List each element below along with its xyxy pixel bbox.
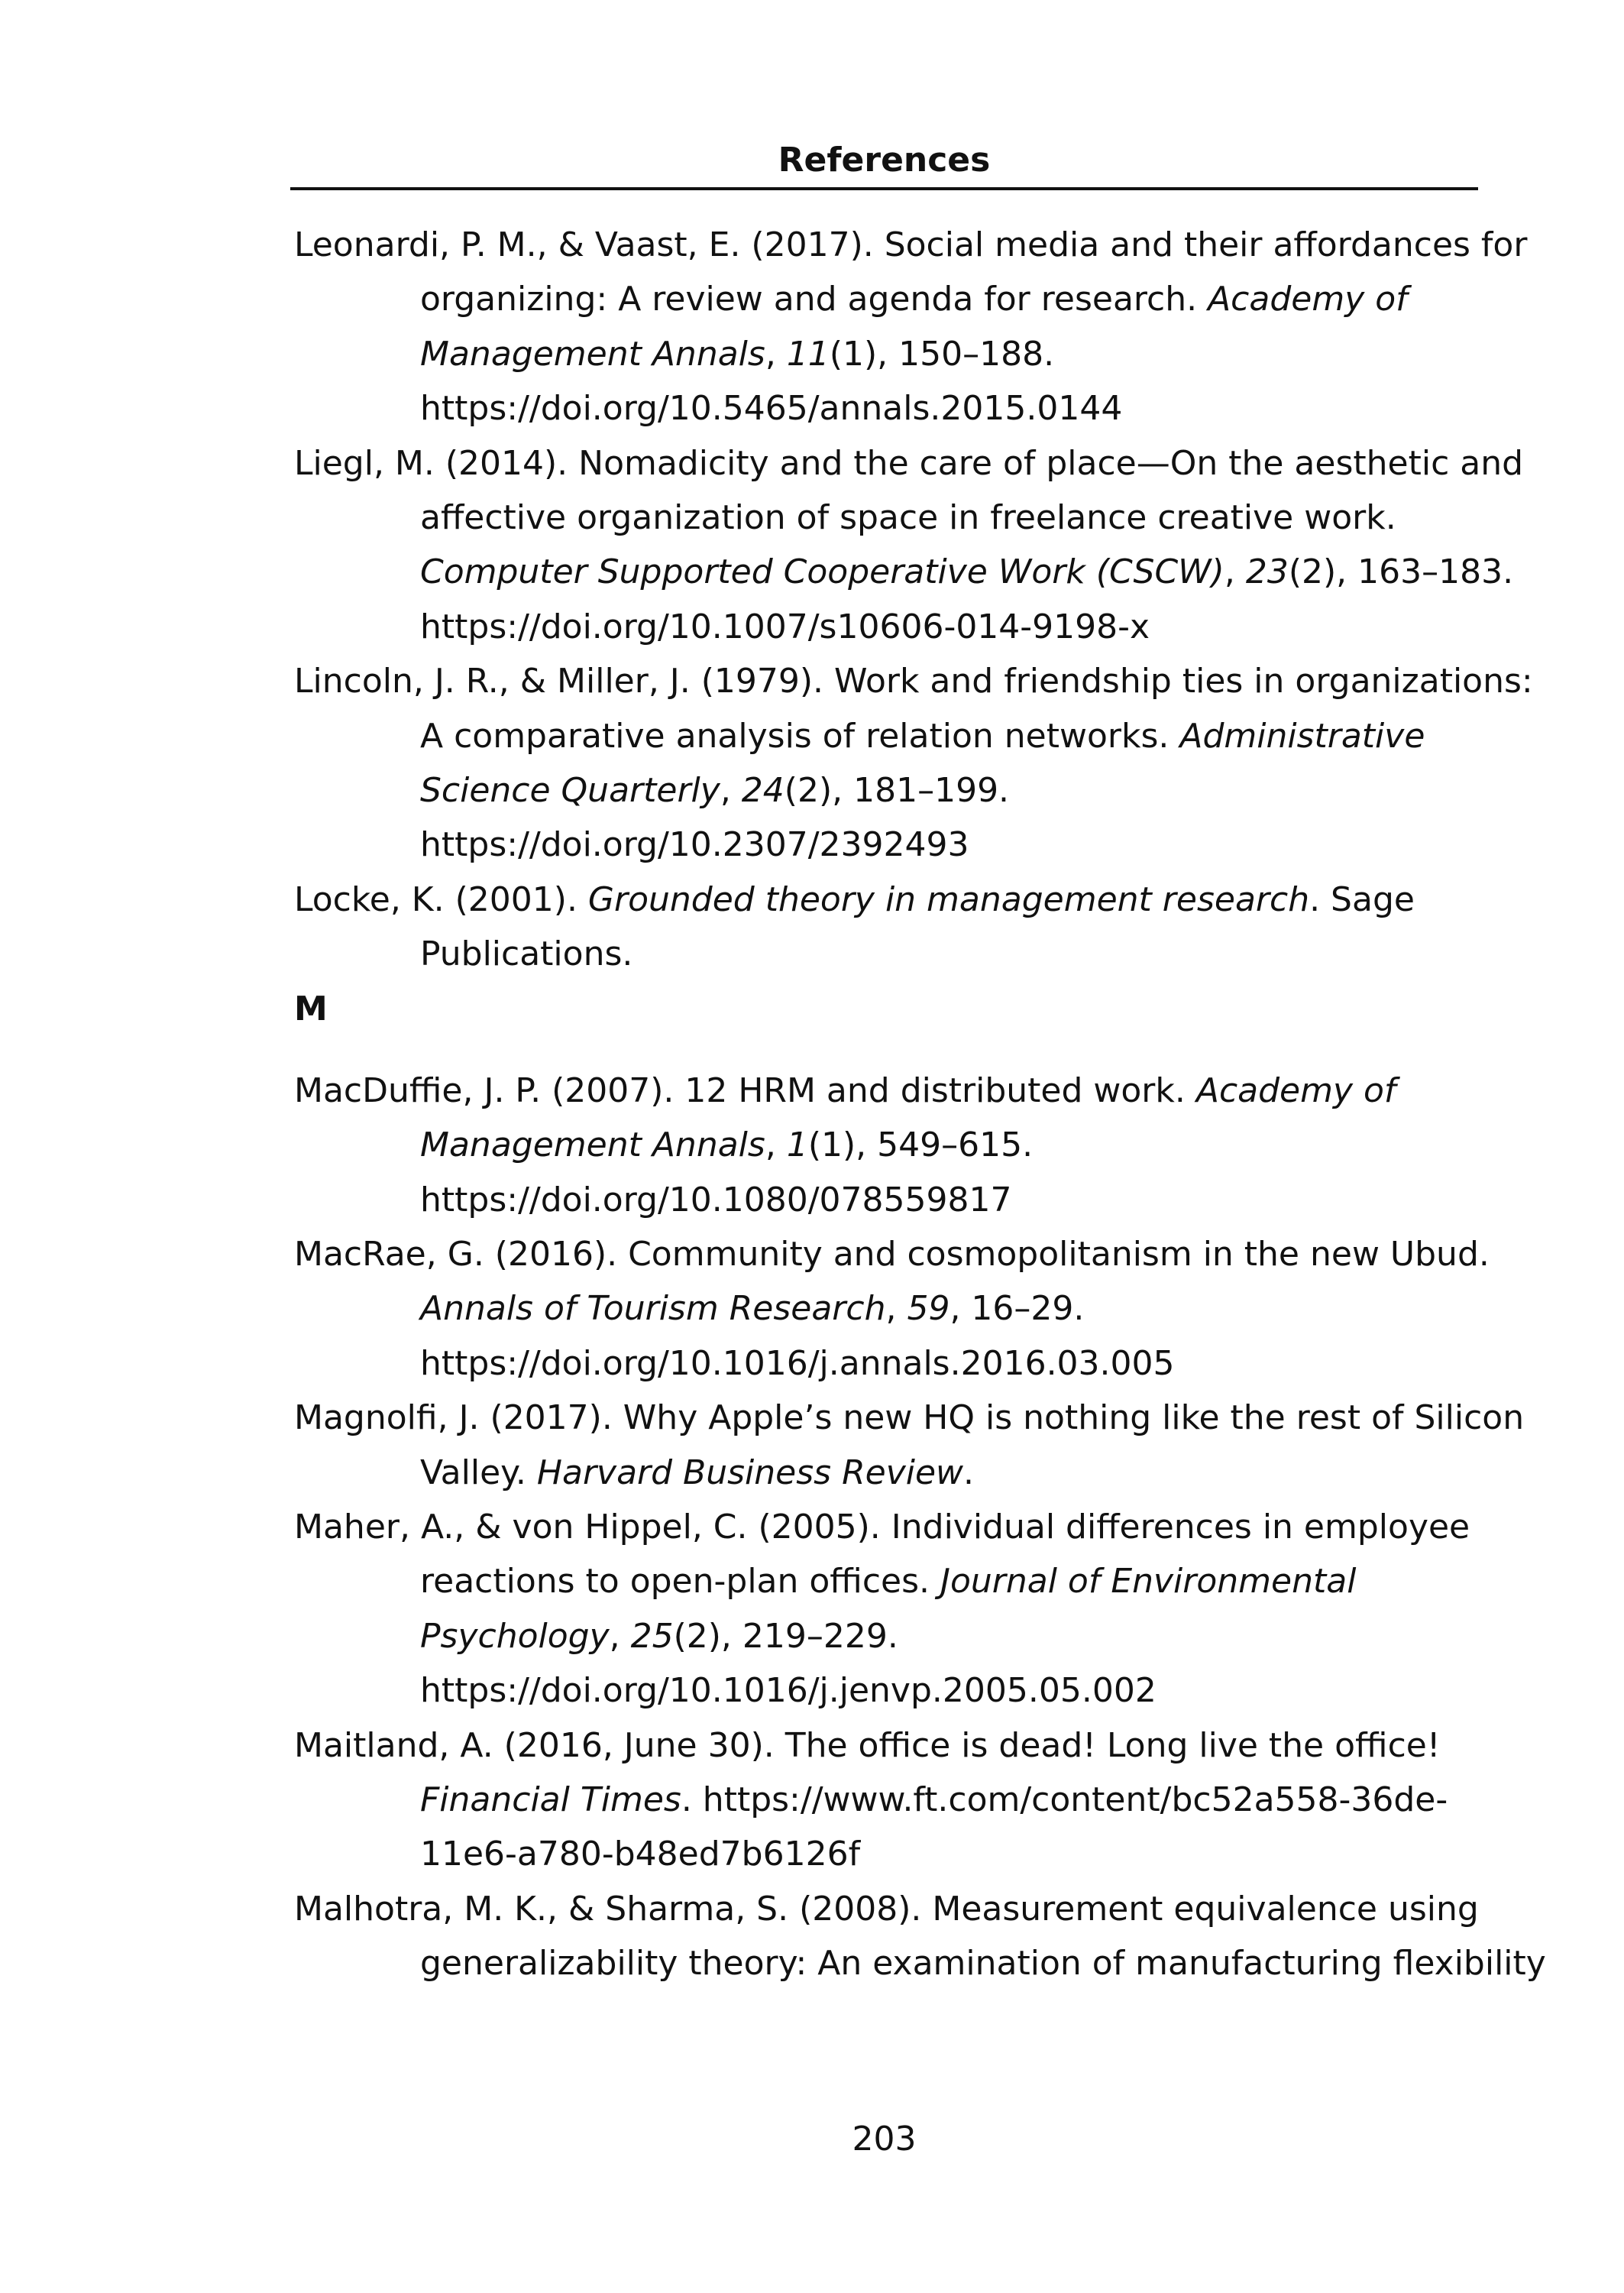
reference-line (294, 1391, 1525, 1445)
reference-entry (294, 1718, 1482, 1882)
reference-text: generalizability theory: An examination of manufacturing flexibility (420, 1944, 1546, 1984)
reference-line (420, 545, 1514, 599)
reference-text: (2), 181–199. (784, 771, 1010, 811)
reference-line (420, 709, 1482, 763)
reference-text: Publications. (420, 934, 633, 974)
reference-text: https://doi.org/10.2307/2392493 (420, 825, 969, 865)
reference-italic-text: 1 (786, 1125, 808, 1165)
reference-line (420, 1773, 1482, 1827)
reference-line (420, 1554, 1482, 1608)
reference-text: https://doi.org/10.1016/j.annals.2016.03.005 (420, 1343, 1175, 1383)
reference-list (294, 218, 1546, 1991)
references-m-group (294, 1064, 1546, 1991)
reference-entry (294, 1064, 1482, 1227)
reference-text: https://doi.org/10.1080/078559817 (420, 1180, 1012, 1219)
reference-text: , (720, 771, 742, 811)
reference-text: (1), 549–615. (807, 1125, 1034, 1165)
reference-italic-text: Annals of Tourism Research (420, 1289, 886, 1329)
reference-text: Maher, A., & von Hippel, C. (2005). Individual differences in employee (294, 1507, 1470, 1546)
reference-text: , (609, 1616, 631, 1656)
reference-line (294, 873, 1482, 927)
references-l-group (294, 218, 1533, 982)
reference-italic-text: Academy of (1195, 1070, 1396, 1110)
reference-line (420, 600, 1482, 654)
reference-italic-text: Financial Times (420, 1780, 681, 1819)
page-number: 203 (852, 2120, 917, 2159)
reference-entry (294, 436, 1524, 655)
reference-italic-text: Harvard Business Review (536, 1453, 964, 1492)
reference-line (420, 1281, 1482, 1336)
reference-line (294, 218, 1528, 272)
reference-text: . (963, 1453, 975, 1492)
reference-line (420, 1173, 1482, 1227)
header-rule (290, 187, 1478, 190)
reference-line (420, 1609, 1482, 1663)
reference-line (294, 1064, 1482, 1118)
reference-text: , (765, 1125, 787, 1165)
reference-text: https://doi.org/10.1016/j.jenvp.2005.05.002 (420, 1671, 1157, 1711)
reference-line (420, 1446, 1482, 1500)
reference-italic-text: 24 (741, 771, 785, 811)
reference-line (420, 1827, 1482, 1881)
reference-text: 11e6-a780-b48ed7b6126f (420, 1835, 861, 1874)
reference-text: , 16–29. (949, 1289, 1085, 1329)
section-letter-heading: M (294, 989, 328, 1028)
reference-line (420, 1663, 1482, 1718)
reference-line (294, 436, 1524, 491)
reference-italic-text: Management Annals (420, 334, 765, 374)
reference-italic-text: Academy of (1208, 280, 1408, 319)
reference-entry (294, 1227, 1490, 1391)
reference-italic-text: Psychology (420, 1616, 610, 1656)
reference-text: Locke, K. (2001). (294, 879, 588, 919)
reference-italic-text: Grounded theory in management research (587, 879, 1310, 919)
reference-text: . https://www.ft.com/content/bc52a558-36de- (681, 1780, 1448, 1819)
reference-text: reactions to open-plan offices. (420, 1562, 940, 1602)
reference-line (420, 491, 1482, 545)
reference-italic-text: 25 (630, 1616, 674, 1656)
reference-line (420, 1336, 1482, 1391)
reference-line (420, 818, 1482, 872)
reference-text: affective organization of space in freelance creative work. (420, 498, 1396, 538)
reference-line (294, 1718, 1482, 1773)
reference-italic-text: 11 (786, 334, 830, 374)
reference-text: MacDuffie, J. P. (2007). 12 HRM and distributed work. (294, 1070, 1196, 1110)
reference-line (294, 654, 1533, 708)
reference-italic-text: 23 (1245, 552, 1289, 592)
running-header: References (778, 141, 991, 180)
reference-text: , (885, 1289, 907, 1329)
reference-text: Lincoln, J. R., & Miller, J. (1979). Work and friendship ties in organizations: (294, 662, 1533, 701)
reference-line (420, 327, 1482, 381)
reference-italic-text: 59 (907, 1289, 950, 1329)
reference-italic-text: Computer Supported Cooperative Work (CSCW) (420, 552, 1224, 592)
reference-line (294, 1882, 1482, 1936)
reference-entry (294, 1882, 1546, 1991)
reference-line (294, 1227, 1490, 1281)
reference-text: https://doi.org/10.5465/annals.2015.0144 (420, 389, 1123, 429)
reference-text: . Sage (1309, 879, 1415, 919)
reference-text: Magnolfi, J. (2017). Why Apple’s new HQ is nothing like the rest of Silicon (294, 1398, 1525, 1438)
reference-text: (2), 163–183. (1288, 552, 1514, 592)
reference-line (420, 1936, 1546, 1990)
reference-line (420, 763, 1482, 818)
reference-entry (294, 654, 1533, 873)
reference-entry (294, 1391, 1525, 1500)
reference-line (294, 1500, 1482, 1554)
reference-text: (2), 219–229. (673, 1616, 898, 1656)
reference-text: Leonardi, P. M., & Vaast, E. (2017). Social media and their affordances for (294, 225, 1528, 264)
reference-entry (294, 1500, 1482, 1718)
reference-italic-text: Journal of Environmental (940, 1562, 1357, 1602)
reference-entry (294, 218, 1528, 436)
reference-text: Valley. (420, 1453, 537, 1492)
reference-italic-text: Science Quarterly (420, 771, 720, 811)
reference-line (420, 1118, 1482, 1172)
reference-entry (294, 873, 1482, 982)
reference-text: organizing: A review and agenda for research. (420, 280, 1208, 319)
reference-text: A comparative analysis of relation networks. (420, 716, 1180, 756)
reference-line (420, 927, 1482, 981)
reference-italic-text: Management Annals (420, 1125, 765, 1165)
reference-italic-text: Administrative (1179, 716, 1425, 756)
reference-text: Maitland, A. (2016, June 30). The office is dead! Long live the office! (294, 1725, 1441, 1765)
reference-text: Liegl, M. (2014). Nomadicity and the care of place—On the aesthetic and (294, 443, 1524, 483)
reference-text: , (1224, 552, 1246, 592)
reference-line (420, 272, 1482, 326)
reference-text: , (765, 334, 787, 374)
reference-text: Malhotra, M. K., & Sharma, S. (2008). Measurement equivalence using (294, 1889, 1479, 1929)
reference-text: https://doi.org/10.1007/s10606-014-9198-x (420, 607, 1150, 646)
reference-text: (1), 150–188. (829, 334, 1055, 374)
reference-text: MacRae, G. (2016). Community and cosmopolitanism in the new Ubud. (294, 1234, 1490, 1274)
reference-line (420, 381, 1482, 436)
